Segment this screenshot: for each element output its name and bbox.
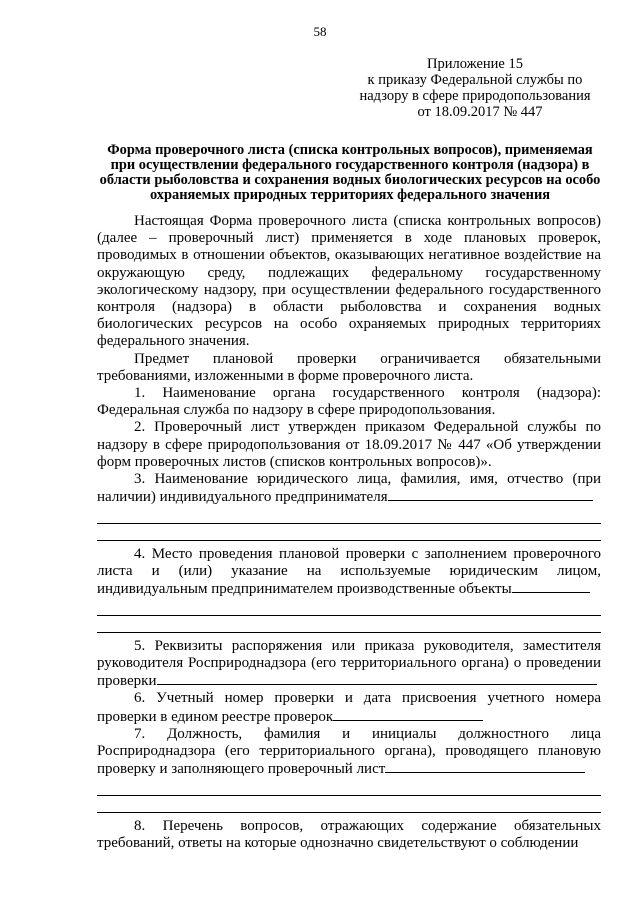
appendix-line-3: надзору в сфере природопользования <box>359 88 591 104</box>
form-body <box>97 213 601 852</box>
item-5-fill-line[interactable] <box>157 672 597 685</box>
appendix-header <box>340 56 610 104</box>
item-8: 8. Перечень вопросов, отражающих содержание обязательных требований, ответы на которые однозначно свидетельствуют о соблюдении <box>97 817 601 852</box>
intro-paragraph: Настоящая Форма проверочного листа (списка контрольных вопросов) (далее – проверочный лист) применяется в ходе плановых проверок, проводимых в отношении объектов, оказывающих негативное воздействие на окружающую среду, подлежащих федеральному государственному экологическому надзору, при осуществлении федерального государственного контроля (надзора) в области рыболовства и сохранения водных биологических ресурсов на особо охраняемых природных территориях федерального значения. <box>97 213 601 350</box>
item-4-blank-line[interactable] <box>97 598 601 615</box>
form-title: Форма проверочного листа (списка контрольных вопросов), применяемая при осуществлении федерального государственного контроля (надзора) в области рыболовства и сохранения водных биологических ресурсов на особо охраняемых природных территориях федерального значения <box>99 142 601 203</box>
item-7-text: 7. Должность, фамилия и инициалы должностного лица Росприроднадзора (его территориального органа), проводящего плановую проверку и заполняющего проверочный лист <box>97 725 601 778</box>
item-5 <box>97 638 601 691</box>
item-6-text: 6. Учетный номер проверки и дата присвоения учетного номера проверки в едином реестре проверок <box>97 690 601 725</box>
item-5-text: 5. Реквизиты распоряжения или приказа руководителя, заместителя руководителя Росприроднадзора (его территориального органа) о проведении проверки <box>97 637 601 690</box>
item-6-fill-line[interactable] <box>333 708 483 721</box>
page-number: 58 <box>313 24 327 39</box>
item-2: 2. Проверочный лист утвержден приказом Федеральной службы по надзору в сфере природопользования от 18.09.2017 № 447 «Об утверждении форм проверочных листов (списков контрольных вопросов)». <box>97 419 601 470</box>
item-3-blank-line[interactable] <box>97 524 601 541</box>
order-date: от 18.09.2017 № 447 <box>417 104 543 120</box>
item-7-fill-line[interactable] <box>385 760 585 773</box>
item-4 <box>97 546 601 599</box>
appendix-line-1: Приложение 15 <box>427 56 523 72</box>
item-4-text: 4. Место проведения плановой проверки с заполнением проверочного листа и (или) указание на используемые юридическим лицом, индивидуальным предпринимателем производственные объекты <box>97 545 601 598</box>
item-3-fill-line[interactable] <box>388 488 593 501</box>
item-4-fill-line[interactable] <box>512 580 590 593</box>
item-7-blank-line[interactable] <box>97 778 601 795</box>
item-3 <box>97 471 601 506</box>
item-7-blank-line[interactable] <box>97 796 601 813</box>
item-4-blank-line[interactable] <box>97 616 601 633</box>
item-3-text: 3. Наименование юридического лица, фамилия, имя, отчество (при наличии) индивидуального предпринимателя <box>97 471 601 506</box>
item-6 <box>97 690 601 725</box>
item-3-blank-line[interactable] <box>97 506 601 523</box>
subject-paragraph: Предмет плановой проверки ограничивается обязательными требованиями, изложенными в форме проверочного листа. <box>97 350 601 384</box>
item-1: 1. Наименование органа государственного контроля (надзора): Федеральная служба по надзору в сфере природопользования. <box>97 385 601 419</box>
item-7 <box>97 726 601 779</box>
appendix-line-2: к приказу Федеральной службы по <box>367 72 583 88</box>
